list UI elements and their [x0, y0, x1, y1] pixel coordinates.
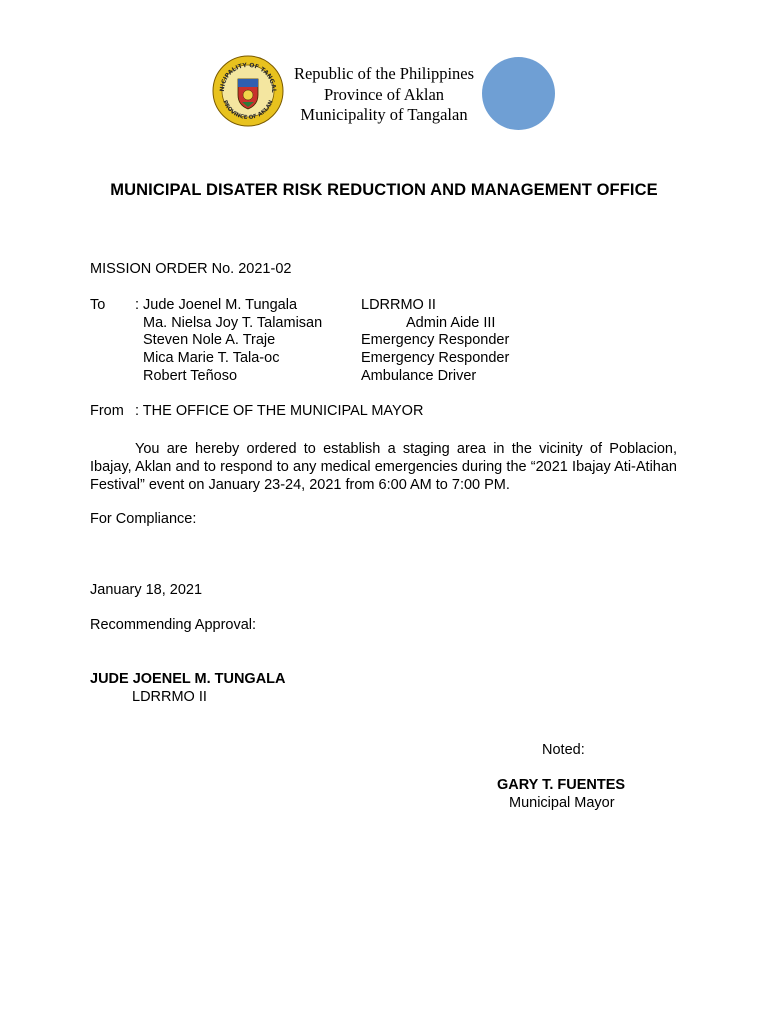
recipient-role: Emergency Responder	[361, 350, 510, 366]
recipient-role: Admin Aide III	[406, 315, 496, 331]
recipient-role: Ambulance Driver	[361, 368, 477, 384]
mayor-title: Municipal Mayor	[509, 795, 615, 811]
recipient-name: Mica Marie T. Tala-oc	[143, 350, 280, 366]
recipient-role: LDRRMO II	[361, 297, 436, 313]
order-body	[90, 440, 677, 494]
signatory-title: LDRRMO II	[132, 689, 207, 705]
order-body-text: You are hereby ordered to establish a staging area in the vicinity of Poblacion, Ibajay, Aklan and to respond to any medical emergencies during the “2021 Ibajay Ati-Atihan Festival” event on January 23-24, 2021 from 6:00 AM to 7:00 PM.	[90, 441, 677, 493]
order-date: January 18, 2021	[90, 582, 203, 598]
seal-text-top: NICIPALITY OF TANGAL	[218, 61, 278, 93]
from-label: From	[90, 403, 124, 419]
recipient-name: Steven Nole A. Traje	[143, 332, 276, 348]
header-address	[284, 64, 484, 126]
for-compliance: For Compliance:	[90, 511, 197, 527]
blue-circle-logo	[482, 57, 555, 130]
to-label: To	[90, 297, 106, 313]
header-line-province: Province of Aklan	[323, 84, 445, 104]
recommending-approval-label: Recommending Approval:	[90, 617, 257, 633]
recipient-role: Emergency Responder	[361, 332, 510, 348]
seal-text-bottom: PROVINCE OF AKLAN	[221, 99, 275, 122]
noted-label: Noted:	[542, 742, 585, 758]
recipient-name: : Jude Joenel M. Tungala	[135, 297, 298, 313]
signatory-name: JUDE JOENEL M. TUNGALA	[90, 671, 286, 687]
mayor-name: GARY T. FUENTES	[497, 777, 626, 793]
header-line-country: Republic of the Philippines	[293, 64, 475, 83]
recipient-name: Robert Teñoso	[143, 368, 238, 384]
municipal-seal	[212, 55, 284, 127]
header-line-municipality: Municipality of Tangalan	[300, 105, 468, 124]
mission-order-number: MISSION ORDER No. 2021-02	[90, 261, 292, 277]
from-value: : THE OFFICE OF THE MUNICIPAL MAYOR	[135, 403, 424, 419]
recipient-name: Ma. Nielsa Joy T. Talamisan	[143, 315, 323, 331]
office-title: MUNICIPAL DISATER RISK REDUCTION AND MANAGEMENT OFFICE	[110, 181, 658, 199]
